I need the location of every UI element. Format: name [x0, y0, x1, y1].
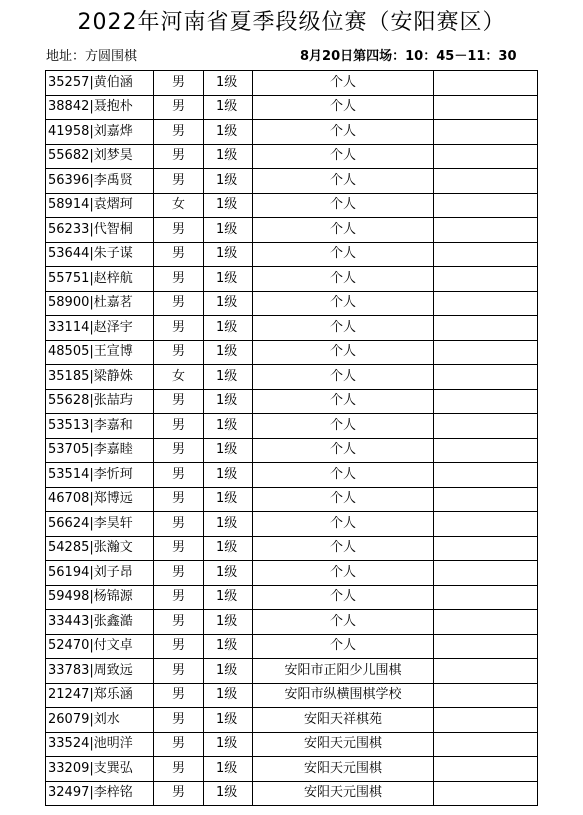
participant-name-cell: 56396|李禹贤: [46, 169, 154, 194]
participant-name-cell: 38842|聂抱朴: [46, 95, 154, 120]
table-row: [46, 659, 538, 684]
empty-cell: [434, 316, 538, 341]
table-row: [46, 365, 538, 390]
group-cell: 个人: [253, 267, 434, 292]
sex-cell: 男: [154, 708, 204, 733]
table-row: [46, 634, 538, 659]
group-cell: 个人: [253, 291, 434, 316]
empty-cell: [434, 561, 538, 586]
table-row: [46, 438, 538, 463]
participant-name-cell: 56233|代智桐: [46, 218, 154, 243]
table-row: [46, 732, 538, 757]
level-cell: 1级: [204, 683, 253, 708]
empty-cell: [434, 536, 538, 561]
group-cell: 安阳天元围棋: [253, 757, 434, 782]
level-cell: 1级: [204, 708, 253, 733]
sex-cell: 男: [154, 487, 204, 512]
group-cell: 个人: [253, 610, 434, 635]
participant-name-cell: 35257|黄伯涵: [46, 71, 154, 96]
table-row: [46, 708, 538, 733]
level-cell: 1级: [204, 291, 253, 316]
group-cell: 安阳天元围棋: [253, 732, 434, 757]
level-cell: 1级: [204, 610, 253, 635]
sex-cell: 男: [154, 610, 204, 635]
participant-name-cell: 53644|朱子谋: [46, 242, 154, 267]
sex-cell: 男: [154, 120, 204, 145]
level-cell: 1级: [204, 120, 253, 145]
empty-cell: [434, 463, 538, 488]
empty-cell: [434, 389, 538, 414]
level-cell: 1级: [204, 95, 253, 120]
empty-cell: [434, 732, 538, 757]
table-row: [46, 218, 538, 243]
empty-cell: [434, 71, 538, 96]
participant-name-cell: 55751|赵梓航: [46, 267, 154, 292]
level-cell: 1级: [204, 365, 253, 390]
level-cell: 1级: [204, 193, 253, 218]
group-cell: 个人: [253, 536, 434, 561]
sex-cell: 男: [154, 536, 204, 561]
sex-cell: 男: [154, 267, 204, 292]
level-cell: 1级: [204, 242, 253, 267]
group-cell: 个人: [253, 316, 434, 341]
table-row: [46, 316, 538, 341]
group-cell: 个人: [253, 389, 434, 414]
participant-name-cell: 53514|李忻珂: [46, 463, 154, 488]
empty-cell: [434, 683, 538, 708]
group-cell: 个人: [253, 365, 434, 390]
empty-cell: [434, 438, 538, 463]
level-cell: 1级: [204, 438, 253, 463]
level-cell: 1级: [204, 585, 253, 610]
group-cell: 个人: [253, 95, 434, 120]
level-cell: 1级: [204, 267, 253, 292]
participant-name-cell: 52470|付文卓: [46, 634, 154, 659]
level-cell: 1级: [204, 487, 253, 512]
empty-cell: [434, 487, 538, 512]
sex-cell: 男: [154, 414, 204, 439]
sex-cell: 男: [154, 291, 204, 316]
table-row: [46, 487, 538, 512]
empty-cell: [434, 585, 538, 610]
participant-name-cell: 54285|张瀚文: [46, 536, 154, 561]
sex-cell: 男: [154, 144, 204, 169]
participant-name-cell: 35185|梁静姝: [46, 365, 154, 390]
table-row: [46, 242, 538, 267]
sex-cell: 男: [154, 95, 204, 120]
participant-name-cell: 33783|周致远: [46, 659, 154, 684]
empty-cell: [434, 144, 538, 169]
group-cell: 个人: [253, 169, 434, 194]
level-cell: 1级: [204, 218, 253, 243]
table-row: [46, 536, 538, 561]
participant-name-cell: 26079|刘水: [46, 708, 154, 733]
level-cell: 1级: [204, 71, 253, 96]
level-cell: 1级: [204, 144, 253, 169]
sex-cell: 男: [154, 659, 204, 684]
sex-cell: 男: [154, 561, 204, 586]
group-cell: 个人: [253, 218, 434, 243]
level-cell: 1级: [204, 659, 253, 684]
participant-name-cell: 33209|支巽弘: [46, 757, 154, 782]
participant-name-cell: 59498|杨锦源: [46, 585, 154, 610]
empty-cell: [434, 95, 538, 120]
participant-name-cell: 56624|李昊轩: [46, 512, 154, 537]
sex-cell: 男: [154, 757, 204, 782]
table-row: [46, 463, 538, 488]
empty-cell: [434, 659, 538, 684]
group-cell: 安阳市纵横围棋学校: [253, 683, 434, 708]
group-cell: 个人: [253, 487, 434, 512]
sex-cell: 男: [154, 316, 204, 341]
empty-cell: [434, 414, 538, 439]
table-row: [46, 683, 538, 708]
table-row: [46, 585, 538, 610]
empty-cell: [434, 757, 538, 782]
empty-cell: [434, 512, 538, 537]
sex-cell: 男: [154, 732, 204, 757]
level-cell: 1级: [204, 634, 253, 659]
group-cell: 个人: [253, 438, 434, 463]
participant-name-cell: 58914|袁熠珂: [46, 193, 154, 218]
participant-name-cell: 48505|王宣博: [46, 340, 154, 365]
sex-cell: 男: [154, 634, 204, 659]
table-row: [46, 610, 538, 635]
table-row: [46, 512, 538, 537]
participant-name-cell: 55628|张喆玙: [46, 389, 154, 414]
participant-name-cell: 33114|赵泽宇: [46, 316, 154, 341]
participant-name-cell: 56194|刘子昂: [46, 561, 154, 586]
empty-cell: [434, 365, 538, 390]
empty-cell: [434, 340, 538, 365]
empty-cell: [434, 120, 538, 145]
page-title: 2022年河南省夏季段级位赛（安阳赛区）: [77, 10, 506, 35]
level-cell: 1级: [204, 757, 253, 782]
group-cell: 个人: [253, 585, 434, 610]
group-cell: 个人: [253, 242, 434, 267]
level-cell: 1级: [204, 561, 253, 586]
participant-name-cell: 21247|郑乐涵: [46, 683, 154, 708]
empty-cell: [434, 267, 538, 292]
empty-cell: [434, 169, 538, 194]
participant-table: [45, 70, 538, 806]
group-cell: 个人: [253, 414, 434, 439]
table-row: [46, 757, 538, 782]
group-cell: 个人: [253, 144, 434, 169]
level-cell: 1级: [204, 169, 253, 194]
table-row: [46, 389, 538, 414]
group-cell: 个人: [253, 512, 434, 537]
sex-cell: 女: [154, 365, 204, 390]
sex-cell: 男: [154, 585, 204, 610]
participant-name-cell: 46708|郑博远: [46, 487, 154, 512]
address-label: 地址：方圆围棋: [46, 49, 138, 64]
level-cell: 1级: [204, 316, 253, 341]
group-cell: 个人: [253, 340, 434, 365]
level-cell: 1级: [204, 536, 253, 561]
table-row: [46, 414, 538, 439]
sex-cell: 男: [154, 683, 204, 708]
group-cell: 安阳天元围棋: [253, 781, 434, 806]
participant-name-cell: 53705|李嘉睦: [46, 438, 154, 463]
group-cell: 安阳天祥棋苑: [253, 708, 434, 733]
table-row: [46, 781, 538, 806]
level-cell: 1级: [204, 389, 253, 414]
sex-cell: 男: [154, 242, 204, 267]
empty-cell: [434, 781, 538, 806]
group-cell: 个人: [253, 561, 434, 586]
participant-name-cell: 58900|杜嘉茗: [46, 291, 154, 316]
sex-cell: 女: [154, 193, 204, 218]
empty-cell: [434, 242, 538, 267]
group-cell: 个人: [253, 120, 434, 145]
sex-cell: 男: [154, 389, 204, 414]
group-cell: 安阳市正阳少儿围棋: [253, 659, 434, 684]
level-cell: 1级: [204, 512, 253, 537]
participant-name-cell: 55682|刘梦昊: [46, 144, 154, 169]
table-row: [46, 340, 538, 365]
group-cell: 个人: [253, 71, 434, 96]
table-row: [46, 71, 538, 96]
participant-name-cell: 41958|刘嘉烨: [46, 120, 154, 145]
sex-cell: 男: [154, 438, 204, 463]
participant-name-cell: 33524|池明洋: [46, 732, 154, 757]
sex-cell: 男: [154, 781, 204, 806]
empty-cell: [434, 193, 538, 218]
group-cell: 个人: [253, 634, 434, 659]
table-row: [46, 267, 538, 292]
level-cell: 1级: [204, 340, 253, 365]
group-cell: 个人: [253, 463, 434, 488]
session-time: 8月20日第四场：10：45－11：30: [300, 49, 517, 64]
table-row: [46, 291, 538, 316]
level-cell: 1级: [204, 414, 253, 439]
table-row: [46, 169, 538, 194]
sex-cell: 男: [154, 218, 204, 243]
participant-name-cell: 33443|张鑫澔: [46, 610, 154, 635]
empty-cell: [434, 291, 538, 316]
sex-cell: 男: [154, 512, 204, 537]
table-row: [46, 561, 538, 586]
empty-cell: [434, 610, 538, 635]
level-cell: 1级: [204, 463, 253, 488]
sex-cell: 男: [154, 340, 204, 365]
participant-name-cell: 53513|李嘉和: [46, 414, 154, 439]
empty-cell: [434, 218, 538, 243]
participant-name-cell: 32497|李梓铭: [46, 781, 154, 806]
table-row: [46, 193, 538, 218]
empty-cell: [434, 634, 538, 659]
level-cell: 1级: [204, 732, 253, 757]
sex-cell: 男: [154, 463, 204, 488]
table-row: [46, 95, 538, 120]
level-cell: 1级: [204, 781, 253, 806]
empty-cell: [434, 708, 538, 733]
sex-cell: 男: [154, 71, 204, 96]
sex-cell: 男: [154, 169, 204, 194]
table-row: [46, 120, 538, 145]
group-cell: 个人: [253, 193, 434, 218]
table-row: [46, 144, 538, 169]
